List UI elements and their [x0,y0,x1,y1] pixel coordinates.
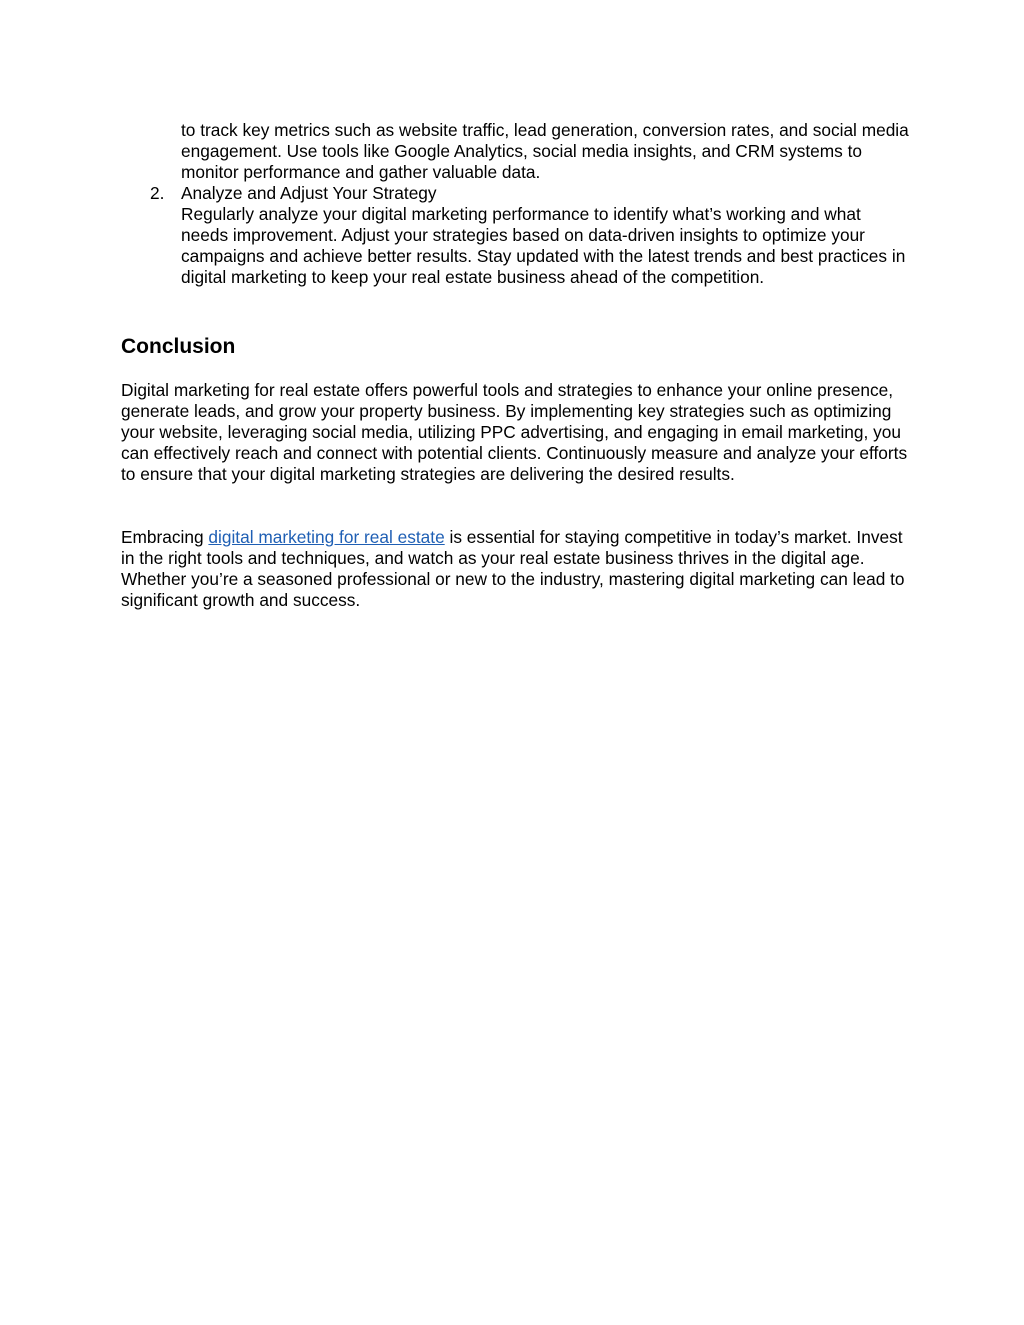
list-item-continuation: to track key metrics such as website traffic, lead generation, conversion rates, and social media engagement. Use tools like Google Analytics, social media insights, and CRM systems to monitor performance and gather valuable data. [181,120,909,182]
list-item-number: 2. [150,183,165,203]
conclusion-paragraph: Digital marketing for real estate offers powerful tools and strategies to enhance your online presence, generate leads, and grow your property business. By implementing key strategies such as optimizing your website, leveraging social media, utilizing PPC advertising, and engaging in email marketing, you can effectively reach and connect with potential clients. Continuously measure and analyze your efforts to ensure that your digital marketing strategies are delivering the desired results. [121,380,908,484]
conclusion-paragraph-2 [121,527,911,611]
paragraph-text-before-link: Embracing [121,527,209,547]
digital-marketing-link[interactable]: digital marketing for real estate [208,527,445,547]
section-heading: Conclusion [121,335,236,358]
paragraph-text-after-link: is essential for staying competitive in today’s market. Invest in the right tools and techniques, and watch as your real estate business thrives in the digital age. Whether you’re a seasoned professional or new to the industry, mastering digital marketing can lead to significant growth and success. [121,527,905,610]
list-item-body [181,183,911,288]
list-item-text: Regularly analyze your digital marketing performance to identify what’s working and what needs improvement. Adjust your strategies based on data-driven insights to optimize your campaigns and achieve better results. Stay updated with the latest trends and best practices in digital marketing to keep your real estate business ahead of the competition. [181,204,906,287]
list-item-title: Analyze and Adjust Your Strategy [181,183,437,203]
